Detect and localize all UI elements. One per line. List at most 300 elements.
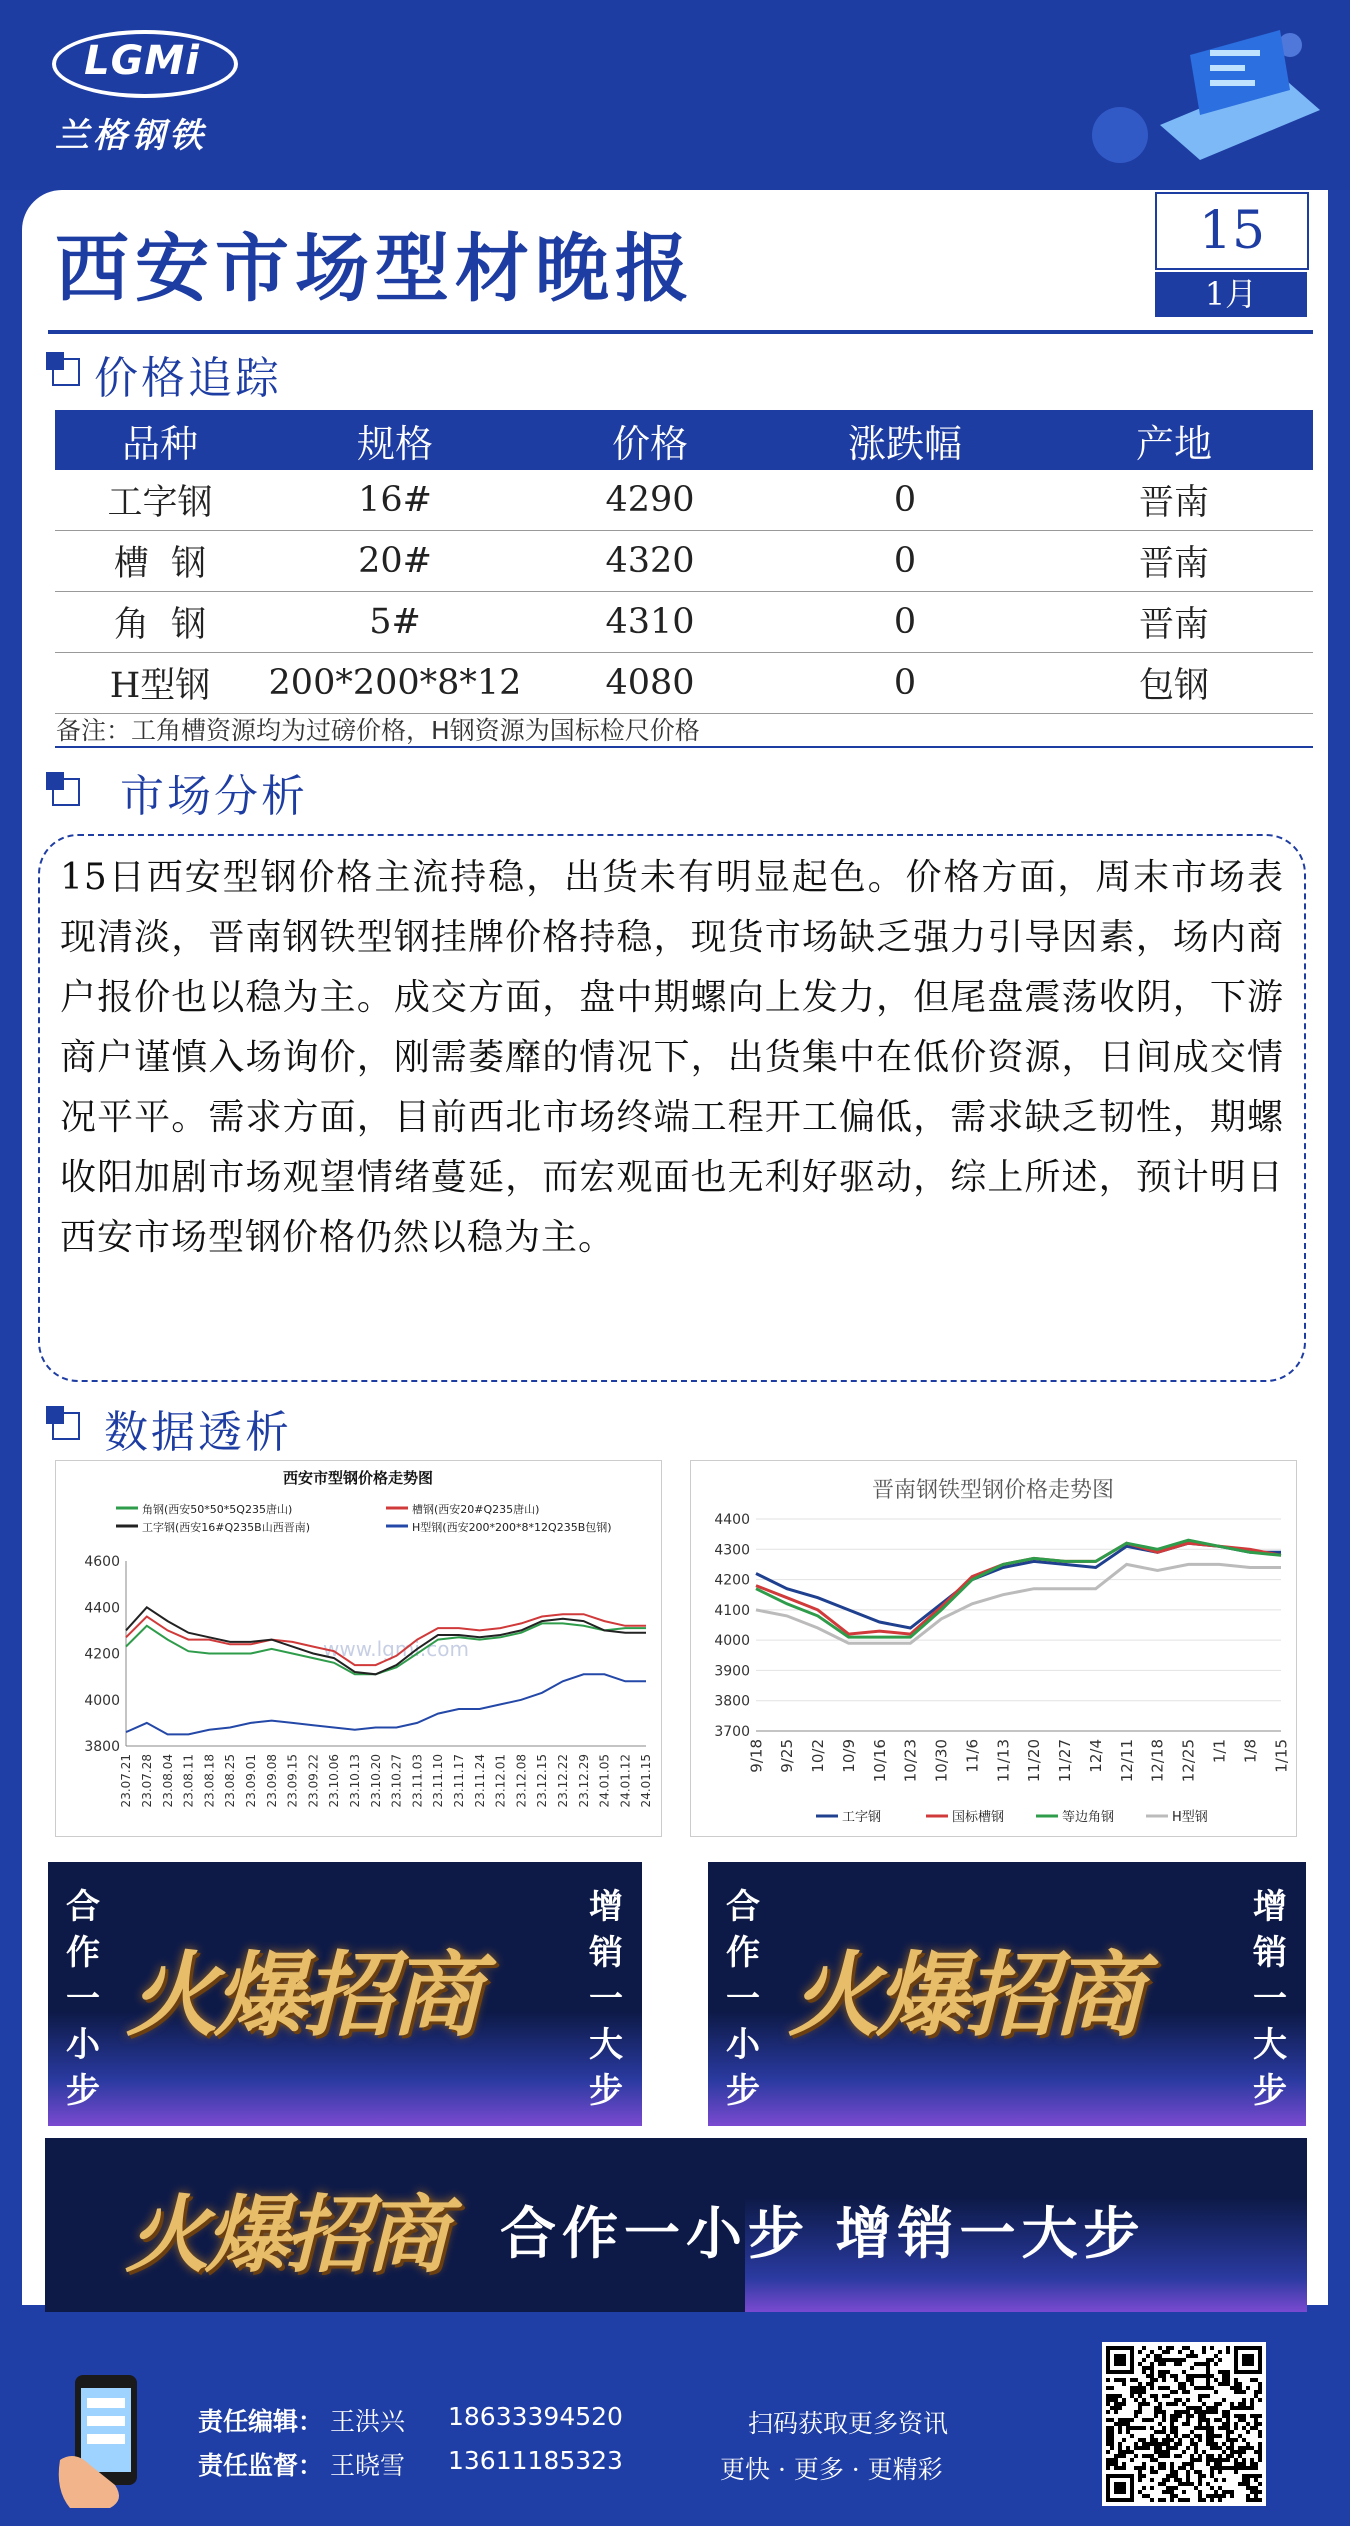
qr-module [1142,2438,1146,2442]
qr-module [1158,2354,1162,2358]
qr-module [1202,2414,1206,2418]
qr-module [1154,2394,1158,2398]
qr-module [1202,2426,1206,2430]
qr-module [1258,2430,1262,2434]
qr-module [1222,2370,1226,2374]
x-tick-label: 10/23 [901,1739,920,1783]
banner-main-text: 火爆招商 [126,1941,479,2049]
qr-module [1138,2406,1142,2410]
qr-module [1162,2462,1166,2466]
qr-module [1174,2358,1178,2362]
qr-module [1114,2406,1118,2410]
qr-module [1134,2410,1138,2414]
cell-change: 0 [775,653,1035,714]
qr-module [1186,2434,1190,2438]
qr-module [1154,2442,1158,2446]
qr-module [1186,2346,1190,2350]
qr-module [1190,2454,1194,2458]
qr-module [1186,2378,1190,2382]
qr-module [1146,2454,1150,2458]
qr-module [1226,2370,1230,2374]
qr-module [1246,2430,1250,2434]
qr-module [1254,2498,1258,2502]
qr-module [1170,2470,1174,2474]
qr-module [1122,2402,1126,2406]
analysis-box [38,834,1306,1382]
qr-module [1182,2466,1186,2470]
qr-module [1226,2382,1230,2386]
qr-module [1130,2378,1134,2382]
qr-module [1142,2442,1146,2446]
qr-module [1150,2418,1154,2422]
qr-module [1162,2362,1166,2366]
qr-module [1186,2390,1190,2394]
qr-module [1134,2454,1138,2458]
qr-module [1170,2474,1174,2478]
cell-price: 4320 [525,531,775,592]
qr-module [1214,2442,1218,2446]
qr-module [1206,2482,1210,2486]
qr-module [1178,2386,1182,2390]
qr-module [1226,2414,1230,2418]
date-day: 15 [1155,192,1309,270]
qr-module [1198,2422,1202,2426]
cell-origin: 晋南 [1035,531,1313,592]
qr-module [1122,2454,1126,2458]
qr-module [1158,2374,1162,2378]
x-tick-label: 23.11.10 [431,1754,446,1808]
qr-module [1206,2442,1210,2446]
x-tick-label: 10/9 [839,1739,858,1773]
qr-module [1162,2358,1166,2362]
qr-module [1134,2414,1138,2418]
qr-module [1238,2434,1242,2438]
qr-module [1190,2406,1194,2410]
qr-module [1254,2474,1258,2478]
qr-module [1162,2498,1166,2502]
cell-price: 4290 [525,470,775,531]
qr-module [1118,2442,1122,2446]
qr-module [1106,2442,1110,2446]
qr-module [1194,2446,1198,2450]
qr-module [1178,2478,1182,2482]
qr-module [1154,2438,1158,2442]
qr-module [1206,2418,1210,2422]
qr-module [1142,2462,1146,2466]
x-tick-label: 23.09.01 [244,1754,258,1808]
y-tick-label: 3800 [714,1693,750,1710]
cell-spec: 200*200*8*12 [265,653,525,714]
y-tick-label: 4400 [84,1600,120,1617]
x-tick-label: 11/27 [1056,1739,1075,1783]
qr-module [1150,2470,1154,2474]
qr-module [1250,2402,1254,2406]
qr-code-icon[interactable] [1102,2342,1266,2506]
qr-module [1226,2454,1230,2458]
qr-module [1194,2406,1198,2410]
qr-module [1182,2358,1186,2362]
x-tick-label: 23.11.24 [472,1754,487,1808]
qr-module [1242,2402,1246,2406]
qr-module [1238,2382,1242,2386]
qr-module [1246,2494,1250,2498]
promo-banner-left[interactable] [48,1862,642,2126]
qr-module [1118,2466,1122,2470]
qr-module [1174,2418,1178,2422]
qr-module [1166,2386,1170,2390]
qr-module [1162,2394,1166,2398]
qr-finder [1242,2354,1254,2366]
qr-module [1106,2466,1110,2470]
cell-change: 0 [775,531,1035,592]
qr-module [1158,2462,1162,2466]
promo-banner-right[interactable] [708,1862,1306,2126]
qr-module [1178,2438,1182,2442]
qr-module [1118,2402,1122,2406]
section-bullet-icon [52,778,80,806]
y-tick-label: 4200 [714,1572,750,1589]
qr-module [1130,2450,1134,2454]
qr-module [1162,2430,1166,2434]
x-tick-label: 23.11.03 [410,1754,425,1808]
qr-module [1194,2470,1198,2474]
qr-module [1190,2382,1194,2386]
qr-module [1238,2454,1242,2458]
qr-module [1146,2402,1150,2406]
qr-module [1186,2418,1190,2422]
qr-module [1222,2374,1226,2378]
cell-price: 4080 [525,653,775,714]
qr-module [1254,2394,1258,2398]
qr-module [1238,2418,1242,2422]
qr-module [1142,2446,1146,2450]
qr-module [1150,2438,1154,2442]
qr-module [1178,2362,1182,2366]
qr-module [1226,2466,1230,2470]
qr-module [1166,2350,1170,2354]
qr-module [1246,2406,1250,2410]
qr-module [1198,2414,1202,2418]
logo-text: LGMi [84,38,200,84]
qr-module [1198,2498,1202,2502]
qr-module [1226,2458,1230,2462]
qr-module [1162,2410,1166,2414]
qr-module [1258,2442,1262,2446]
qr-module [1210,2430,1214,2434]
qr-module [1230,2490,1234,2494]
qr-module [1206,2386,1210,2390]
cell-price: 4310 [525,592,775,653]
qr-module [1178,2454,1182,2458]
qr-module [1174,2426,1178,2430]
qr-module [1154,2430,1158,2434]
qr-module [1130,2434,1134,2438]
qr-module [1254,2422,1258,2426]
qr-module [1142,2426,1146,2430]
qr-module [1218,2418,1222,2422]
qr-module [1242,2446,1246,2450]
cell-variety: 工字钢 [55,470,265,531]
qr-module [1150,2362,1154,2366]
qr-module [1162,2350,1166,2354]
qr-module [1226,2438,1230,2442]
qr-module [1242,2414,1246,2418]
qr-module [1254,2426,1258,2430]
qr-module [1250,2466,1254,2470]
qr-module [1198,2410,1202,2414]
qr-module [1222,2410,1226,2414]
qr-module [1110,2406,1114,2410]
editor-phone[interactable]: 18633394520 [448,2402,623,2431]
x-tick-label: 12/4 [1086,1739,1105,1773]
qr-module [1150,2486,1154,2490]
qr-module [1222,2458,1226,2462]
qr-module [1230,2438,1234,2442]
qr-module [1174,2362,1178,2366]
qr-module [1122,2378,1126,2382]
qr-module [1174,2374,1178,2378]
qr-module [1258,2382,1262,2386]
qr-module [1254,2494,1258,2498]
series-line [126,1674,646,1734]
qr-module [1146,2494,1150,2498]
cell-variety: 角 钢 [55,592,265,653]
qr-module [1214,2406,1218,2410]
qr-module [1170,2486,1174,2490]
qr-module [1126,2430,1130,2434]
qr-module [1182,2346,1186,2350]
qr-module [1206,2462,1210,2466]
qr-module [1214,2354,1218,2358]
x-tick-label: 10/2 [809,1739,828,1773]
qr-module [1106,2386,1110,2390]
qr-module [1178,2358,1182,2362]
qr-module [1250,2474,1254,2478]
qr-module [1174,2470,1178,2474]
table-row [55,592,1313,653]
qr-module [1142,2466,1146,2470]
qr-module [1122,2466,1126,2470]
qr-module [1170,2374,1174,2378]
qr-module [1122,2382,1126,2386]
qr-module [1234,2422,1238,2426]
y-tick-label: 4200 [84,1646,120,1663]
qr-module [1254,2466,1258,2470]
qr-module [1166,2474,1170,2478]
qr-module [1122,2450,1126,2454]
qr-module [1166,2446,1170,2450]
legend-label: 工字钢(西安16#Q235B山西晋南) [142,1521,310,1534]
qr-module [1182,2490,1186,2494]
qr-module [1242,2390,1246,2394]
qr-module [1186,2374,1190,2378]
qr-finder [1114,2482,1126,2494]
qr-module [1218,2454,1222,2458]
qr-module [1242,2482,1246,2486]
x-tick-label: 23.09.15 [285,1754,300,1808]
qr-module [1134,2398,1138,2402]
qr-module [1174,2446,1178,2450]
qr-module [1190,2462,1194,2466]
qr-module [1118,2406,1122,2410]
x-tick-label: 23.08.25 [223,1754,238,1808]
qr-module [1206,2382,1210,2386]
qr-module [1218,2402,1222,2406]
qr-module [1186,2482,1190,2486]
qr-module [1138,2386,1142,2390]
qr-module [1162,2386,1166,2390]
qr-module [1170,2346,1174,2350]
qr-module [1234,2378,1238,2382]
qr-module [1246,2386,1250,2390]
promo-banner-wide[interactable] [45,2138,1307,2312]
qr-module [1150,2442,1154,2446]
qr-module [1150,2454,1154,2458]
x-tick-label: 23.12.22 [556,1754,570,1808]
x-tick-label: 11/13 [994,1739,1013,1783]
qr-module [1194,2362,1198,2366]
qr-module [1210,2442,1214,2446]
y-tick-label: 4600 [84,1554,120,1570]
qr-module [1162,2466,1166,2470]
qr-module [1138,2402,1142,2406]
section-title-price: 价格追踪 [94,353,282,404]
qr-module [1218,2458,1222,2462]
qr-module [1234,2414,1238,2418]
qr-module [1110,2426,1114,2430]
legend-label: 国标槽钢 [952,1810,1005,1825]
qr-module [1162,2378,1166,2382]
qr-module [1222,2422,1226,2426]
qr-module [1258,2498,1262,2502]
banner-main-text: 火爆招商 [125,2185,446,2284]
qr-module [1106,2402,1110,2406]
qr-module [1210,2466,1214,2470]
qr-module [1142,2358,1146,2362]
qr-module [1146,2382,1150,2386]
qr-module [1158,2410,1162,2414]
qr-module [1226,2446,1230,2450]
price-table [55,410,1313,714]
qr-module [1150,2374,1154,2378]
qr-module [1158,2446,1162,2450]
qr-module [1198,2406,1202,2410]
qr-module [1106,2378,1110,2382]
qr-module [1182,2462,1186,2466]
qr-module [1122,2422,1126,2426]
qr-module [1158,2430,1162,2434]
qr-module [1178,2466,1182,2470]
x-tick-label: 23.08.18 [202,1754,217,1808]
qr-module [1150,2378,1154,2382]
qr-module [1194,2450,1198,2454]
qr-module [1138,2466,1142,2470]
supervisor-phone[interactable]: 13611185323 [448,2446,623,2475]
qr-module [1206,2426,1210,2430]
qr-module [1146,2446,1150,2450]
qr-module [1186,2414,1190,2418]
qr-module [1182,2370,1186,2374]
qr-module [1174,2430,1178,2434]
qr-module [1198,2474,1202,2478]
qr-module [1198,2490,1202,2494]
qr-module [1222,2494,1226,2498]
qr-module [1186,2406,1190,2410]
qr-module [1138,2426,1142,2430]
qr-module [1242,2458,1246,2462]
qr-module [1194,2486,1198,2490]
qr-module [1142,2346,1146,2350]
x-tick-label: 23.08.11 [181,1754,196,1808]
qr-module [1250,2490,1254,2494]
qr-module [1226,2434,1230,2438]
qr-module [1218,2370,1222,2374]
qr-module [1166,2370,1170,2374]
qr-module [1134,2390,1138,2394]
qr-module [1150,2370,1154,2374]
qr-module [1250,2458,1254,2462]
qr-module [1230,2430,1234,2434]
x-tick-label: 11/20 [1025,1739,1044,1783]
qr-module [1154,2470,1158,2474]
qr-module [1170,2498,1174,2502]
qr-module [1166,2450,1170,2454]
qr-module [1130,2386,1134,2390]
qr-module [1250,2462,1254,2466]
qr-module [1210,2474,1214,2478]
qr-module [1186,2410,1190,2414]
qr-module [1202,2346,1206,2350]
qr-module [1162,2450,1166,2454]
cell-origin: 晋南 [1035,592,1313,653]
x-tick-label: 9/18 [747,1739,766,1773]
legend-label: H型钢 [1172,1810,1208,1825]
qr-module [1182,2434,1186,2438]
qr-module [1174,2378,1178,2382]
qr-module [1158,2466,1162,2470]
qr-module [1174,2434,1178,2438]
qr-module [1210,2346,1214,2350]
note-divider [55,746,1313,748]
qr-module [1230,2402,1234,2406]
qr-module [1178,2498,1182,2502]
x-tick-label: 23.09.08 [264,1754,279,1808]
qr-module [1258,2446,1262,2450]
qr-module [1162,2414,1166,2418]
qr-module [1218,2466,1222,2470]
x-tick-label: 24.01.05 [597,1754,612,1808]
qr-module [1150,2458,1154,2462]
qr-module [1162,2482,1166,2486]
qr-module [1222,2442,1226,2446]
qr-module [1174,2410,1178,2414]
qr-module [1198,2494,1202,2498]
qr-module [1210,2438,1214,2442]
qr-module [1226,2418,1230,2422]
qr-module [1238,2414,1242,2418]
qr-module [1142,2390,1146,2394]
x-tick-label: 23.08.04 [160,1754,175,1808]
qr-module [1130,2426,1134,2430]
qr-module [1174,2398,1178,2402]
qr-module [1254,2414,1258,2418]
qr-module [1230,2442,1234,2446]
qr-module [1122,2398,1126,2402]
qr-module [1214,2434,1218,2438]
legend-label: H型钢(西安200*200*8*12Q235B包钢) [412,1521,612,1534]
qr-module [1158,2386,1162,2390]
qr-module [1194,2374,1198,2378]
